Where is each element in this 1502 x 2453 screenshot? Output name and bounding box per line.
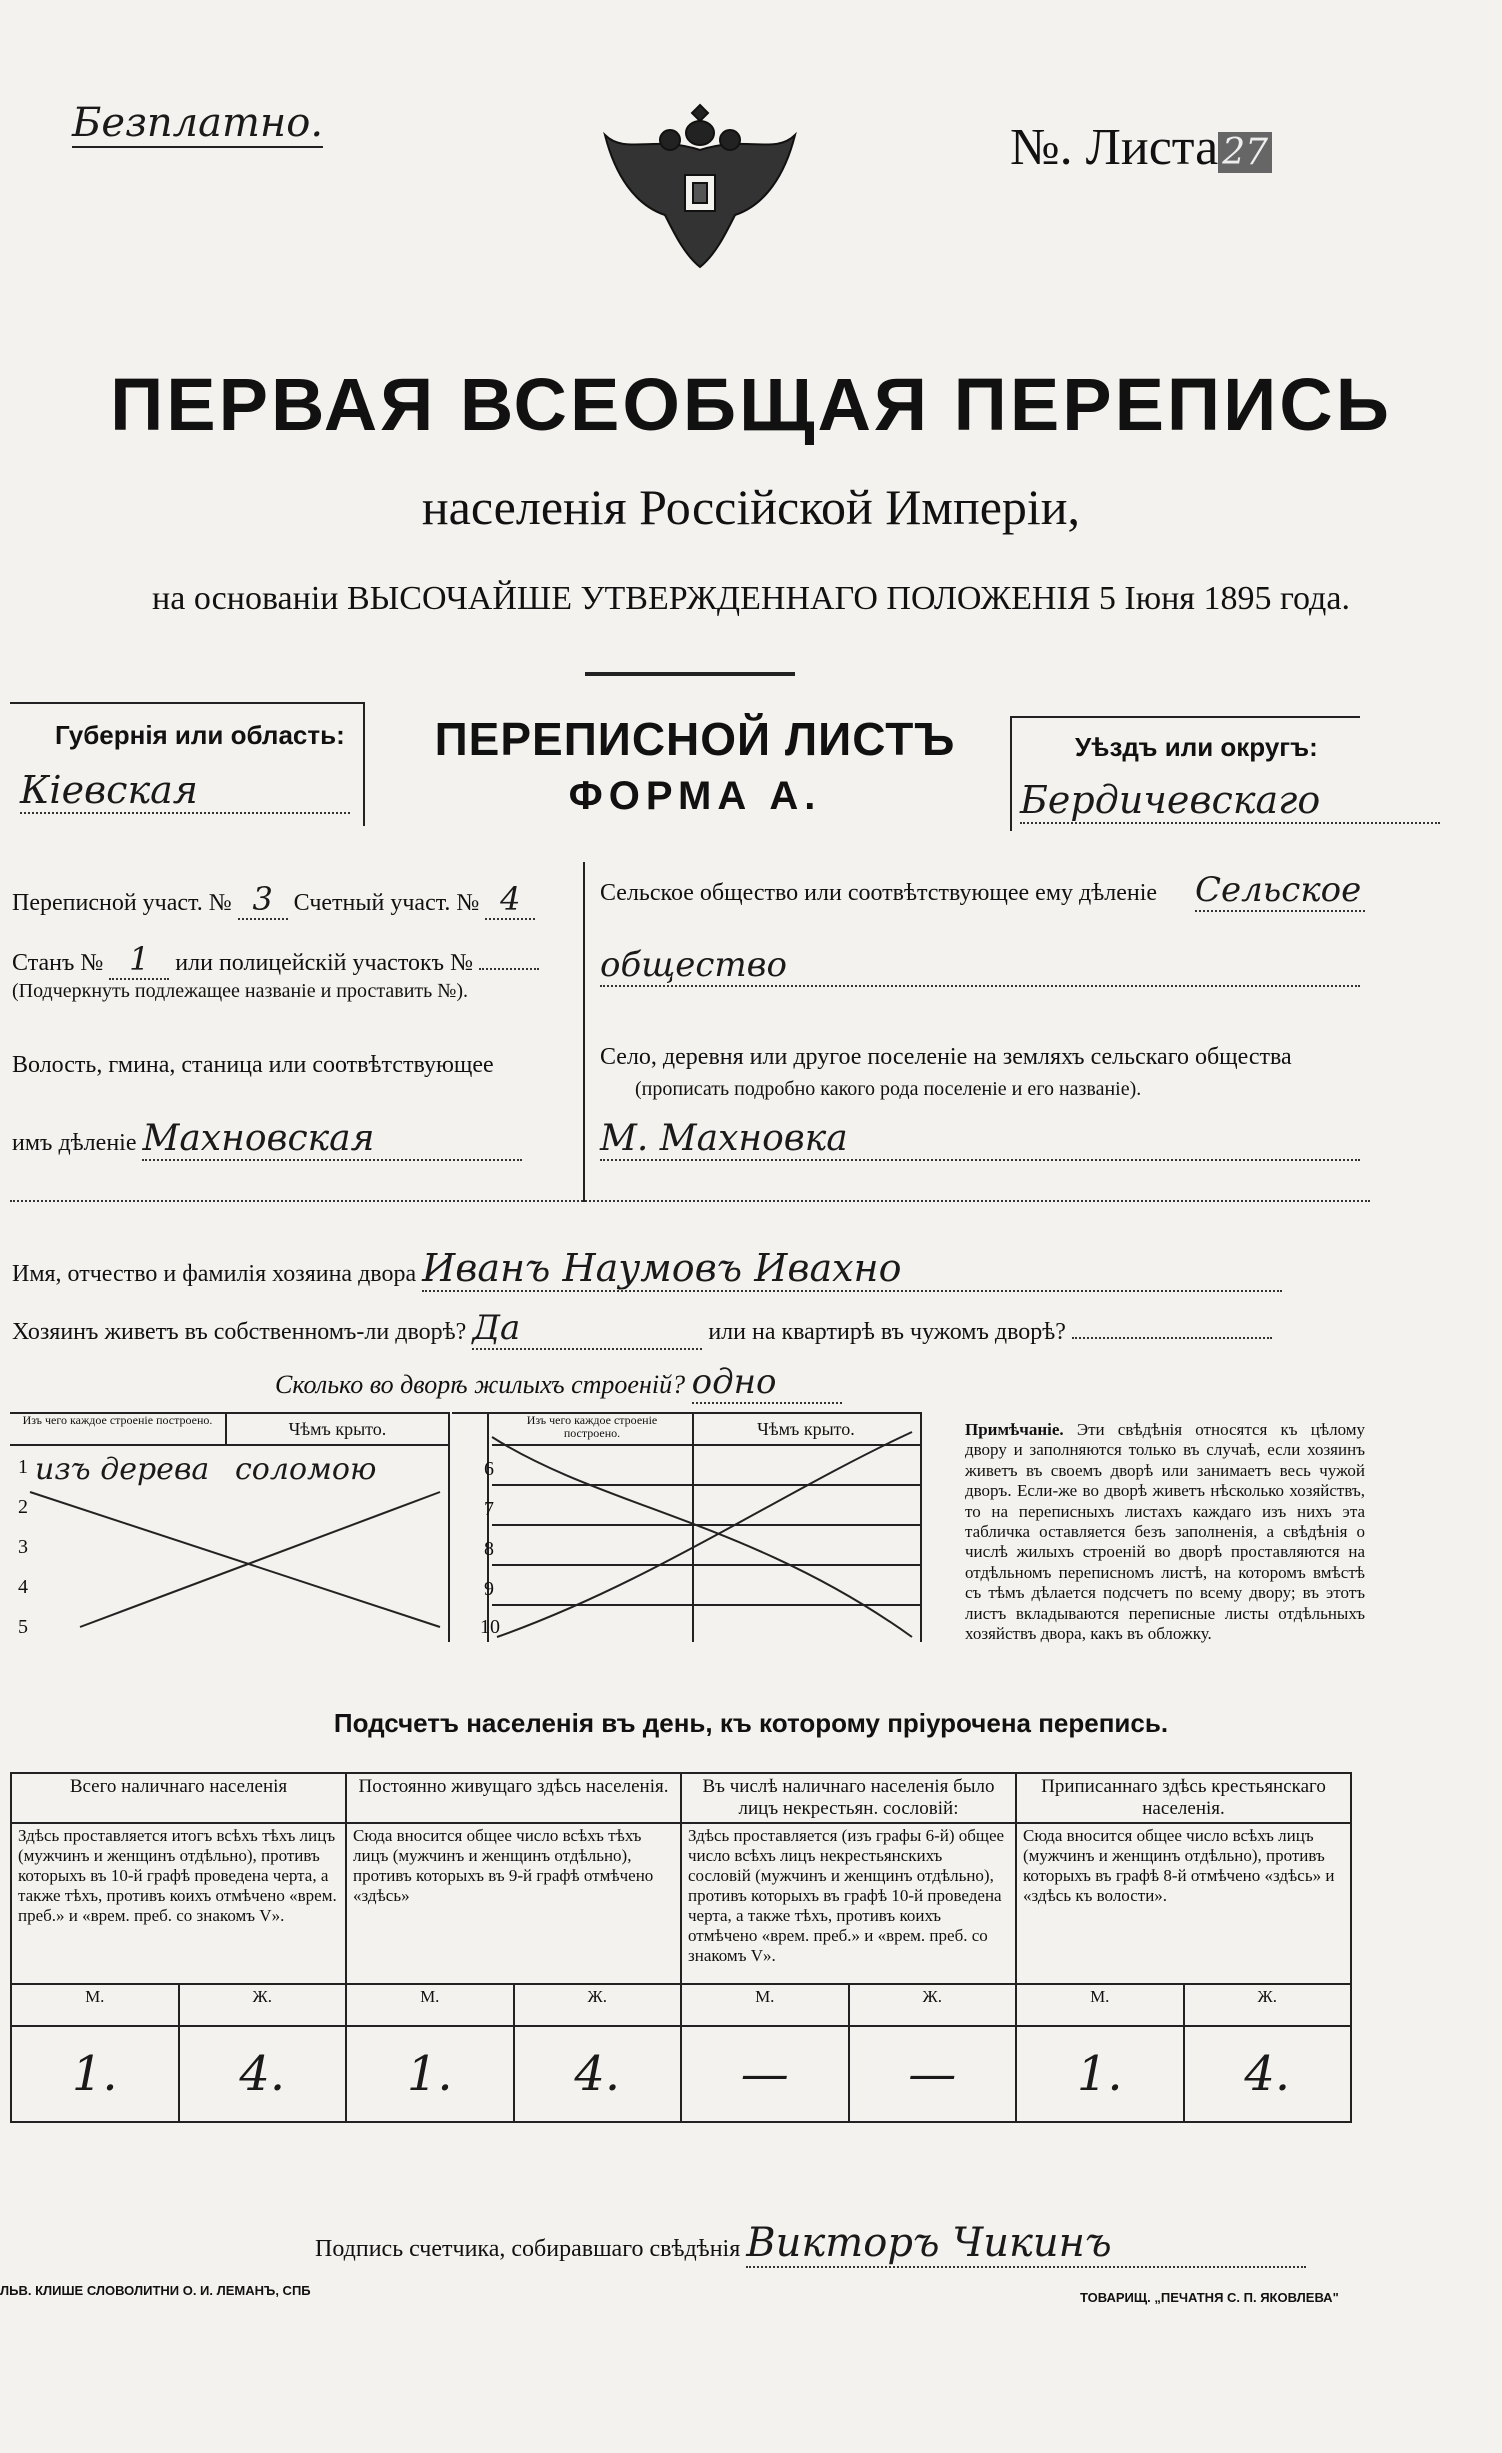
row1-roof-value: соломою (235, 1452, 377, 1487)
count-value: — (681, 2026, 849, 2122)
row1-material-value: изъ дерева (35, 1452, 210, 1487)
col-material-header: Изъ чего каждое строеніе построено. (22, 1413, 213, 1427)
remark-note: Примѣчаніе. Эти свѣдѣнія относятся къ цѣлому двору и заполняются только въ случаѣ, если хозяинъ живетъ въ своемъ дворѣ или занимаетъ весь чужой дворъ. Если-же во дворѣ живетъ нѣсколько хозяйствъ, то на переписныхъ листахъ каждаго изъ нихъ эта табличка оставляется безъ заполненія, а свѣдѣнія о числѣ жилыхъ строеній во дворѣ проставляются на отдѣльномъ переписномъ листѣ, на которомъ вмѣстѣ съ тѣмъ дѣлается подсчетъ по всему двору; въ этотъ листъ вкладываются переписные листы отдѣльныхъ хозяйствъ двора, какъ въ обложку. (965, 1420, 1366, 1643)
population-table (10, 1772, 1352, 2123)
crossed-out-lines (10, 1412, 450, 1642)
uezd-label: Уѣздъ или округъ: (1075, 732, 1318, 762)
population-title: Подсчетъ населенія въ день, къ которому пріурочена перепись. (333, 1708, 1169, 1738)
uezd-value: Бердичевскаго (1020, 778, 1440, 824)
double-headed-eagle-emblem (585, 95, 815, 275)
col-material-header: Изъ чего каждое строеніе построено. (526, 1413, 658, 1441)
row-number: 6 (484, 1458, 494, 1480)
col-head: Въ числѣ наличнаго населенія было лицъ некрестьян. сословій: (681, 1773, 1016, 1823)
volost-label-1: Волость, гмина, станица или соотвѣтствующее (12, 1052, 494, 1078)
village-label: Село, деревня или другое поселеніе на земляхъ сельскаго общества (600, 1044, 1292, 1070)
remark-label: Примѣчаніе. (965, 1420, 1064, 1439)
page-subtitle: населенія Россійской Имперіи, (421, 479, 1081, 535)
m-label: М. (346, 1984, 514, 2026)
buildings-count-field: Сколько во дворѣ жилыхъ строеній? одно (275, 1362, 842, 1404)
owner-name-field: Имя, отчество и фамилія хозяина двора Иванъ Наумовъ Ивахно (12, 1246, 1282, 1292)
sheet-number-value: 27 (1218, 132, 1272, 173)
gubernia-label: Губернія или область: (55, 720, 345, 750)
count-value: 1. (1016, 2026, 1184, 2122)
row-number: 2 (18, 1496, 28, 1518)
gubernia-value: Кіевская (20, 768, 350, 814)
col-head: Постоянно живущаго здѣсь населенія. (346, 1773, 681, 1823)
f-label: Ж. (514, 1984, 682, 2026)
col-desc: Сюда вносится общее число всѣхъ лицъ (мужчинъ и женщинъ отдѣльно), противъ которыхъ въ графѣ 8-й отмѣчено «здѣсь» и «здѣсь къ волости». (1016, 1823, 1351, 1984)
form-type-title: ФОРМА А. (568, 774, 822, 818)
count-value: — (849, 2026, 1017, 2122)
col-desc: Здѣсь проставляется итогъ всѣхъ тѣхъ лицъ (мужчинъ и женщинъ отдѣльно), противъ которыхъ въ 10-й графѣ проведена черта, а также тѣхъ, противъ коихъ отмѣчено «врем. преб.» и «врем. преб. со знакомъ V». (11, 1823, 346, 1984)
col-head: Всего наличнаго населенія (11, 1773, 346, 1823)
owner-residence-field: Хозяинъ живетъ въ собственномъ-ли дворѣ? Да или на квартирѣ въ чужомъ дворѣ? (12, 1308, 1272, 1350)
signature-field: Подпись счетчика, собиравшаго свѣдѣнія Викторъ Чикинъ (315, 2220, 1306, 2268)
free-label: Безплатно. (72, 100, 324, 146)
buildings-count-value: одно (692, 1362, 842, 1404)
f-label: Ж. (1184, 1984, 1352, 2026)
sheet-number-label: №. Листа 27 (1010, 118, 1272, 177)
row-number: 5 (18, 1616, 28, 1638)
row-number: 7 (484, 1498, 494, 1520)
col-roof-header: Чѣмъ крыто. (288, 1419, 387, 1439)
crossed-out-lines (452, 1412, 932, 1642)
row-number: 9 (484, 1578, 494, 1600)
village-value: М. Махновка (600, 1118, 1360, 1161)
society-value-2: общество (600, 945, 1360, 987)
row-number: 8 (484, 1538, 494, 1560)
society-label: Сельское общество или соотвѣтствующее ему дѣленіе (600, 880, 1158, 906)
count-value: 1. (11, 2026, 179, 2122)
counting-district-value: 4 (485, 880, 535, 920)
legal-basis: на основаніи ВЫСОЧАЙШЕ УТВЕРЖДЕННАГО ПОЛОЖЕНІЯ 5 Іюня 1895 года. (152, 580, 1350, 617)
count-value: 4. (1184, 2026, 1352, 2122)
census-district-field: Переписной участ. № 3 Счетный участ. № 4 (12, 880, 535, 920)
census-district-value: 3 (238, 880, 288, 920)
form-list-title: ПЕРЕПИСНОЙ ЛИСТЪ (434, 713, 956, 765)
row-number: 1 (18, 1456, 28, 1478)
row-number: 3 (18, 1536, 28, 1558)
f-label: Ж. (849, 1984, 1017, 2026)
footer-left: ЛЬВ. КЛИШЕ СЛОВОЛИТНИ О. И. ЛЕМАНЪ, СПБ (0, 2283, 311, 2298)
owner-name-value: Иванъ Наумовъ Ивахно (422, 1246, 1282, 1292)
stan-field: Станъ № 1 или полицейскій участокъ № (12, 940, 539, 980)
buildings-table-right (452, 1412, 932, 1642)
row-number: 4 (18, 1576, 28, 1598)
owner-residence-value: Да (472, 1308, 702, 1350)
signature-value: Викторъ Чикинъ (746, 2220, 1306, 2268)
volost-value: Махновская (142, 1118, 522, 1161)
volost-field: имъ дѣленіе Махновская (12, 1118, 522, 1161)
m-label: М. (681, 1984, 849, 2026)
village-note: (прописать подробно какого рода поселеніе и его названіе). (635, 1078, 1142, 1100)
col-desc: Здѣсь проставляется (изъ графы 6-й) общее число всѣхъ лицъ некрестьянскихъ сословій (мужчинъ и женщинъ отдѣльно), противъ которыхъ въ графѣ 10-й проведена черта, а также тѣхъ, противъ коихъ отмѣчено «врем. преб.» и «врем. преб. со знакомъ V». (681, 1823, 1016, 1984)
stan-value: 1 (109, 940, 169, 980)
f-label: Ж. (179, 1984, 347, 2026)
page-title: ПЕРВАЯ ВСЕОБЩАЯ ПЕРЕПИСЬ (110, 363, 1392, 446)
footer-right: ТОВАРИЩ. „ПЕЧАТНЯ С. П. ЯКОВЛЕВА" (1080, 2290, 1339, 2305)
count-value: 1. (346, 2026, 514, 2122)
row-number: 10 (480, 1616, 500, 1638)
count-value: 4. (179, 2026, 347, 2122)
count-value: 4. (514, 2026, 682, 2122)
ornament-divider (585, 672, 795, 676)
stan-note: (Подчеркнуть подлежащее названіе и проставить №). (12, 980, 468, 1002)
col-desc: Сюда вносится общее число всѣхъ тѣхъ лицъ (мужчинъ и женщинъ отдѣльно), противъ которыхъ въ 9-й графѣ отмѣчено «здѣсь» (346, 1823, 681, 1984)
buildings-table-left (10, 1412, 450, 1642)
col-head: Приписаннаго здѣсь крестьянскаго населенія. (1016, 1773, 1351, 1823)
m-label: М. (11, 1984, 179, 2026)
col-roof-header: Чѣмъ крыто. (757, 1419, 855, 1439)
m-label: М. (1016, 1984, 1184, 2026)
society-value-1: Сельское (1195, 870, 1365, 912)
